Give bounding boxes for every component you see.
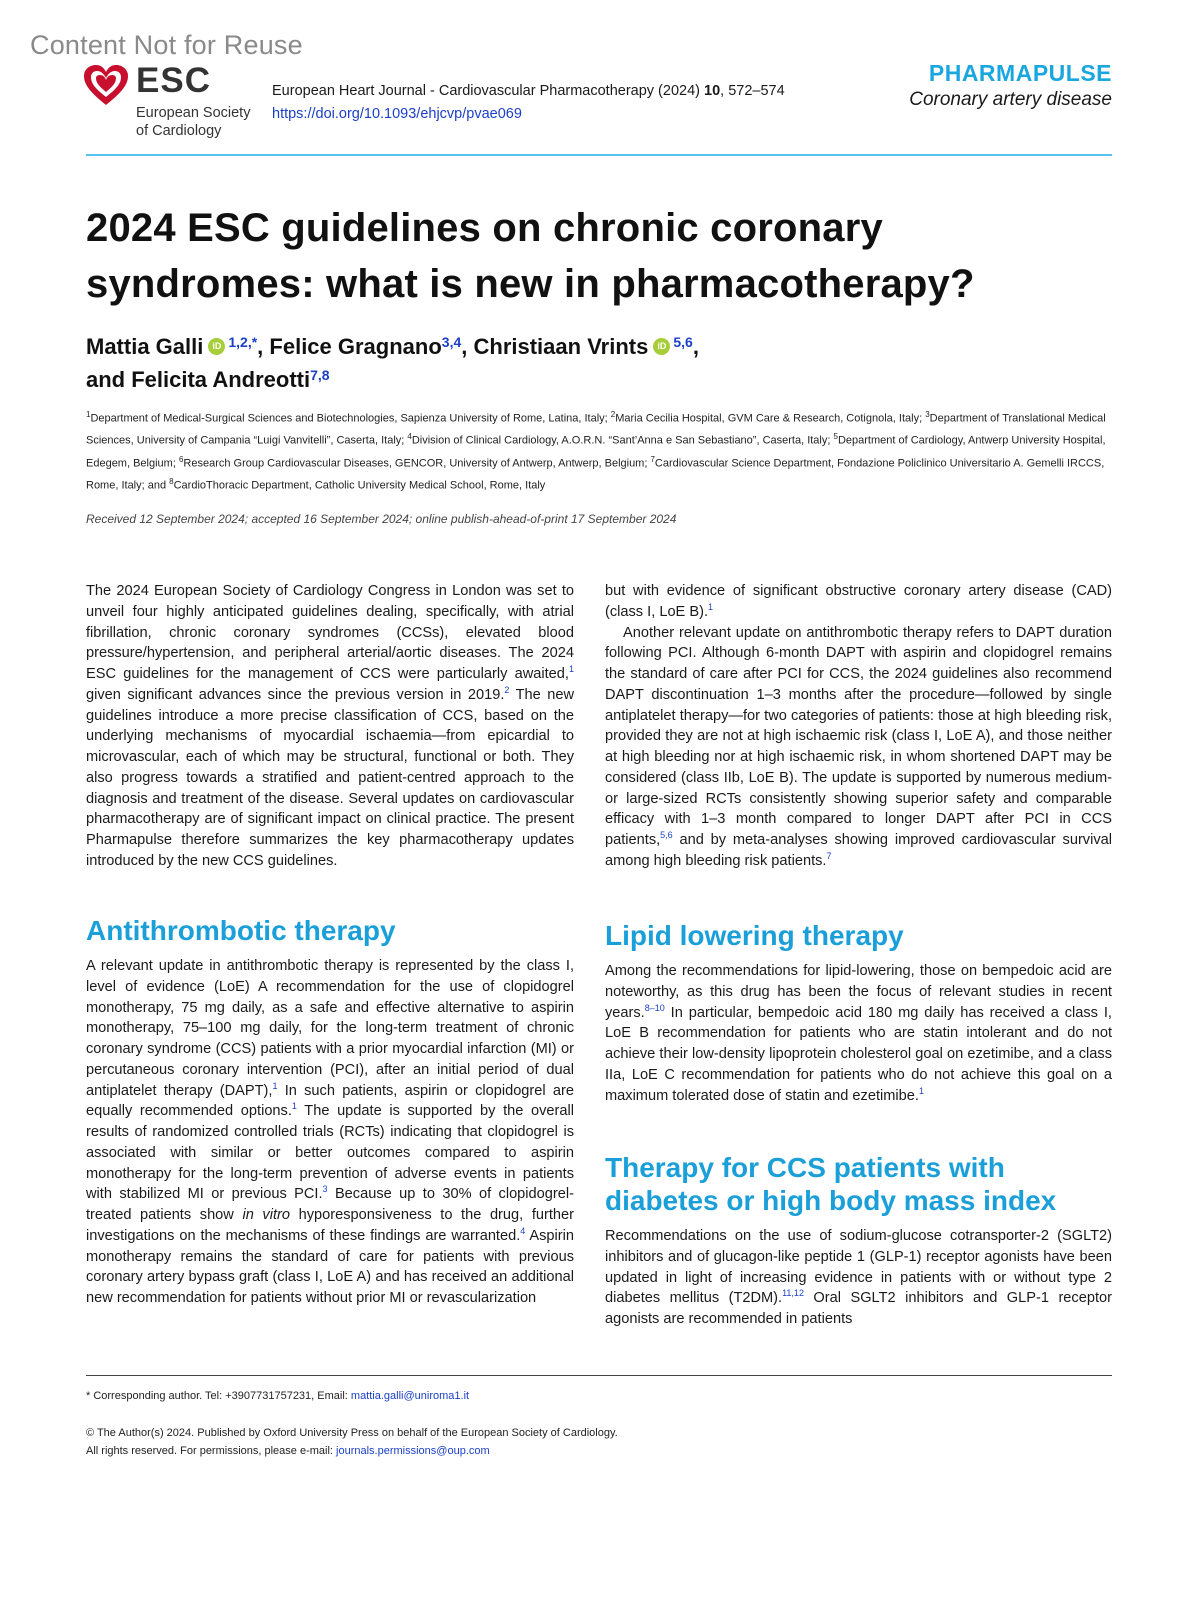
affiliation-text: Department of Medical-Surgical Sciences and Biotechnologies, Sapienza University of Rome, Latina, Italy; (90, 412, 611, 425)
citation-ref: 1 (291, 1101, 297, 1112)
section-heading-antithrombotic: Antithrombotic therapy (86, 915, 396, 946)
author-affiliation-ref: 1,2,* (228, 334, 258, 350)
affiliation-number: 4 (407, 432, 412, 442)
text-run: hyporesponsiveness to the drug, further investigations on the mechanisms of these findings are warranted. (86, 1207, 574, 1244)
esc-logo-subtitle: European Society of Cardiology (136, 105, 251, 139)
corresponding-email-link[interactable]: mattia.galli@uniroma1.it (350, 1390, 470, 1402)
affiliation-number: 2 (610, 410, 616, 419)
affiliation-number: 1 (86, 410, 91, 419)
lipid-paragraph (605, 961, 1112, 1106)
author-separator: , (257, 334, 270, 359)
orcid-icon[interactable]: iD (653, 338, 670, 355)
author-name: and Felicita Andreotti (86, 367, 311, 392)
citation-ref: 4 (520, 1225, 526, 1236)
journal-citation: European Heart Journal - Cardiovascular Pharmacotherapy (2024) 10, 572–574 (272, 83, 785, 99)
author-name: Christiaan Vrints (473, 334, 649, 359)
affiliation-text: Department of Cardiology, Antwerp University Hospital, Edegem, Belgium; (86, 434, 1106, 470)
author-affiliation-ref: 3,4 (441, 334, 462, 350)
copyright: © The Author(s) 2024. Published by Oxford University Press on behalf of the European Society of Cardiology. All rights reserved. For permissions, please e-mail: journals.permissions@oup.com (86, 1427, 618, 1457)
citation-ref: 1 (272, 1080, 278, 1091)
footnote-divider (86, 1375, 1112, 1376)
text-run: In such patients, aspirin or clopidogrel are equally recommended options. (86, 1082, 574, 1120)
col2-continuation (605, 581, 1112, 872)
author-name: Felice Gragnano (269, 334, 442, 359)
affiliation-number: 7 (650, 454, 655, 464)
watermark: Content Not for Reuse (30, 30, 303, 60)
antithrombotic-paragraph (86, 956, 574, 1309)
corresponding-author: * Corresponding author. Tel: +3907731757231, Email: mattia.galli@uniroma1.it (86, 1390, 470, 1402)
received-dates: Received 12 September 2024; accepted 16 September 2024; online publish-ahead-of-print 17 September 2024 (86, 512, 677, 526)
article-topic: Coronary artery disease (909, 89, 1112, 110)
section-heading-lipid: Lipid lowering therapy (605, 920, 904, 951)
author-name: Mattia Galli (86, 334, 204, 359)
article-title: 2024 ESC guidelines on chronic coronary syndromes: what is new in pharmacotherapy? (86, 206, 975, 306)
affiliations (86, 406, 1116, 495)
affiliation-number: 5 (833, 432, 838, 442)
permissions-email-link[interactable]: journals.permissions@oup.com (336, 1445, 490, 1457)
author-affiliation-ref: 7,8 (310, 367, 330, 383)
text-run: The update is supported by the overall results of randomized controlled trials (RCTs) indicating that clopidogrel is associated with similar or better outcomes compared to aspirin monotherapy for the long-term prevention of adverse events in patients with stabilized MI or previous PCI. (86, 1103, 574, 1203)
text-run: and by meta-analyses showing improved cardiovascular survival among high bleeding risk patients. (605, 832, 1112, 869)
citation-ref: 2 (504, 684, 510, 695)
text-run: In particular, bempedoic acid 180 mg daily has received a class I, LoE B recommendation for patients who are statin intolerant and do not achieve their low-density lipoprotein cholesterol goal on ezetimibe, and a class IIa, LoE C recommendation for patients who do not achieve this goal on a maximum tolerated dose of statin and ezetimibe. (605, 1004, 1112, 1104)
citation-ref: 8–10 (644, 1002, 665, 1013)
text-run: Oral SGLT2 inhibitors and GLP-1 receptor agonists are recommended in patients (605, 1290, 1112, 1327)
author-separator: , (461, 334, 474, 359)
text-run: A relevant update in antithrombotic therapy is represented by the class I, level of evidence (LoE) A recommendation for the use of clopidogrel monotherapy, 75 mg daily, as a safe and effective alternative to aspirin monotherapy, 75–100 mg daily, for the long-term treatment of chronic coronary syndrome (CCS) patients with a prior myocardial infarction (MI) or percutaneous coronary intervention (PCI), after an initial period of dual antiplatelet therapy (DAPT), (86, 958, 574, 1099)
affiliation-number: 3 (925, 410, 930, 419)
italic-run: in vitro (242, 1207, 290, 1223)
author-affiliation-ref: 5,6 (673, 334, 693, 350)
text-run: Because up to 30% of clopidogrel-treated patients show (86, 1186, 574, 1223)
citation-ref: 5,6 (660, 830, 673, 841)
doi-link[interactable]: https://doi.org/10.1093/ehjcvp/pvae069 (272, 106, 522, 122)
author-list (86, 330, 1116, 396)
citation-ref: 3 (322, 1184, 328, 1195)
citation-ref: 11,12 (782, 1288, 804, 1299)
text-run: but with evidence of significant obstructive coronary artery disease (CAD) (class I, LoE B). (605, 583, 1112, 620)
header-divider (86, 154, 1112, 156)
citation-ref: 1 (708, 601, 714, 612)
citation-ref: 7 (826, 850, 832, 861)
pharmapulse-brand: PHARMAPULSE (928, 60, 1112, 86)
text-run: given significant advances since the previous version in 2019. (86, 686, 505, 703)
text-run: The 2024 European Society of Cardiology Congress in London was set to unveil four highly anticipated guidelines dealing, specifically, with atrial fibrillation, chronic coronary syndromes (CCSs), elevated blood pressure/hypertension, and peripheral arterial/aortic diseases. The 2024 ESC guidelines for the management of CCS were particularly awaited, (86, 583, 574, 682)
text-run: Recommendations on the use of sodium-glucose cotransporter-2 (SGLT2) inhibitors and of glucagon-like peptide 1 (GLP-1) receptor agonists have been updated in light of increasing evidence in patients with or without type 2 diabetes mellitus (T2DM). (605, 1228, 1112, 1307)
affiliation-text: Department of Translational Medical Sciences, University of Campania “Luigi Vanvitelli”, Caserta, Italy; (86, 412, 1106, 447)
section-heading-diabetes: Therapy for CCS patients with diabetes or high body mass index (605, 1152, 1057, 1216)
text-run: Another relevant update on antithrombotic therapy refers to DAPT duration following PCI. Although 6-month DAPT with aspirin and clopidogrel remains the standard of care after PCI for CCS, the 2024 guidelines also recommend DAPT discontinuation 1–3 months after the procedure—followed by single antiplatelet therapy—for two categories of patients: those at high bleeding risk, provided they are not at high ischaemic risk (class I, LoE A), and those neither at high bleeding nor at high ischaemic risk, in whom shortened DAPT may be considered (class IIb, LoE B). The update is supported by numerous medium- or large-sized RCTs consistently showing superior safety and comparable efficacy with 1–3 month compared to longer DAPT after PCI in CCS patients, (605, 624, 1112, 848)
affiliation-text: CardioThoracic Department, Catholic University Medical School, Rome, Italy (173, 479, 546, 492)
affiliation-number: 6 (178, 454, 184, 464)
esc-logo-text: ESC (136, 61, 211, 100)
author-separator: , (692, 334, 699, 359)
text-run: The new guidelines introduce a more precise classification of CCS, based on the underlying mechanisms of myocardial ischaemia—from epicardial to microvascular, each of which may be structural, functional or both. They also progress towards a stratified and patient-centred approach to the diagnosis and treatment of the disease. Several updates on cardiovascular pharmacotherapy are of significant impact on clinical practice. The present Pharmapulse therefore summarizes the key pharmacotherapy updates introduced by the new CCS guidelines. (86, 686, 575, 869)
text-run: Aspirin monotherapy remains the standard of care for patients with previous coronary artery bypass graft (class I, LoE A) and has received an additional new recommendation for patients without prior MI or revascularization (86, 1227, 574, 1306)
affiliation-text: Division of Clinical Cardiology, A.O.R.N. “Sant’Anna e San Sebastiano”, Caserta, Italy; (411, 434, 834, 447)
text-run: Among the recommendations for lipid-lowering, those on bempedoic acid are noteworthy, as this drug has been the focus of relevant studies in recent years. (605, 963, 1112, 1021)
orcid-icon[interactable]: iD (208, 338, 225, 355)
citation-ref: 1 (568, 664, 574, 675)
diabetes-paragraph (605, 1226, 1112, 1330)
intro-paragraph (86, 581, 574, 872)
affiliation-text: Research Group Cardiovascular Diseases, GENCOR, University of Antwerp, Antwerp, Belgium; (183, 457, 651, 470)
citation-ref: 1 (918, 1085, 924, 1096)
affiliation-text: Cardiovascular Science Department, Fondazione Policlinico Universitario A. Gemelli IRCCS, Rome, Italy; and (86, 457, 1105, 492)
esc-heart-logo-icon (83, 65, 129, 107)
affiliation-number: 8 (169, 476, 174, 486)
affiliation-text: Maria Cecilia Hospital, GVM Care & Research, Cotignola, Italy; (615, 412, 926, 425)
